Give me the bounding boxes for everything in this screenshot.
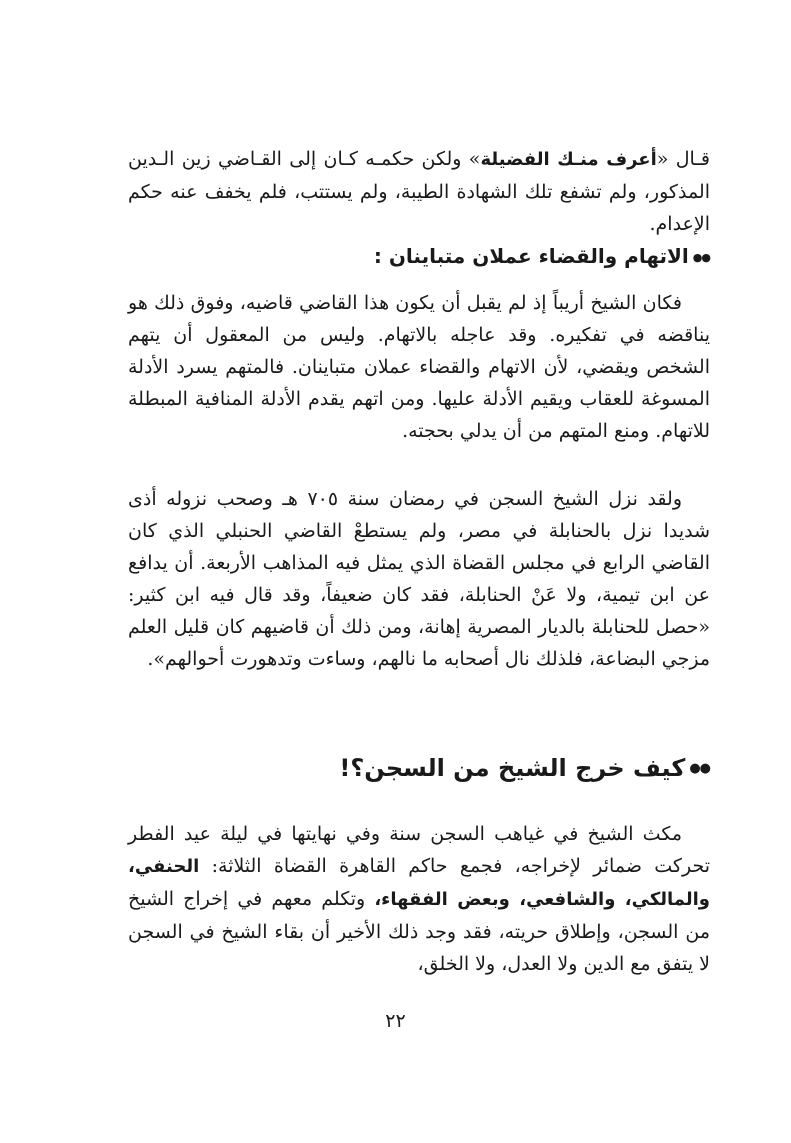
paragraph-4-bold-names: الحنفي، والمالكي، والشافعي، وبعض الفقهاء، [128,856,710,910]
section-heading-1-text: الاتهام والقضاء عملان متباينان : [373,244,689,268]
heading-bullet-icon: ●● [689,761,710,776]
page-number: ٢٢ [385,1010,406,1032]
paragraph-1-quote: أعرف منـك الفضيلة [480,149,657,170]
section-heading-2-text: كيف خرج الشيخ من السجن؟! [339,754,686,782]
paragraph-2: فكان الشيخ أريباً إذ لم يقبل أن يكون هذا القاضي قاضيه، وفوق ذلك هو يناقضه في تفكيره. وقد عاجله بالاتهام. وليس من المعقول أن يتهم الشخص ويقضي، لأن الاتهام والقضاء عملان متباينان. فالمتهم يسرد الأدلة المسوغة للعقاب ويقيم الأدلة عليها. ومن اتهم يقدم الأدلة المنافية المبطلة للاتهام. ومنع المتهم من أن يدلي بحجته. [128,292,710,442]
heading-bullet-icon: ●● [692,250,710,264]
paragraph-1 [128,143,710,240]
section-heading-1 [90,240,710,274]
paragraph-1-post: » ولكن حكمـه كـان إلى القـاضي زين الـدين المذكور، ولم تشفع تلك الشهادة الطيبة، ولم يستتب، فلم يخفف عنه حكم الإعدام. [128,148,710,235]
paragraph-4 [128,818,710,980]
paragraph-1-pre: قـال « [656,148,710,170]
paragraph-3: ولقد نزل الشيخ السجن في رمضان سنة ٧٠٥ هـ وصحب نزوله أذى شديدا نزل بالحنابلة في مصر، ولم يستطعْ القاضي الحنبلي الذي كان القاضي الرابع في مجلس القضاة الذي يمثل فيه المذاهب الأربعة. أن يدافع عن ابن تيمية، ولا عَنْ الحنابلة، فقد كان ضعيفاً، وقد قال فيه ابن كثير: «حصل للحنابلة بالديار المصرية إهانة، ومن ذلك أن قاضيهم كان قليل العلم مزجي البضاعة، فلذلك نال أصحابه ما نالهم، وساءت وتدهورت أحوالهم». [128,488,710,670]
section-heading-2 [90,748,710,789]
paragraph-4-pre: مكث الشيخ في غياهب السجن سنة وفي نهايتها في ليلة عيد الفطر تحركت ضمائر لإخراجه، فجمع حاكم القاهرة القضاة الثلاثة: [128,823,710,877]
paragraph-4-post: وتكلم معهم في إخراج الشيخ من السجن، وإطلاق حريته، فقد وجد ذلك الأخير أن بقاء الشيخ في السجن لا يتفق مع الدين ولا العدل، ولا الخلق، [128,888,710,975]
